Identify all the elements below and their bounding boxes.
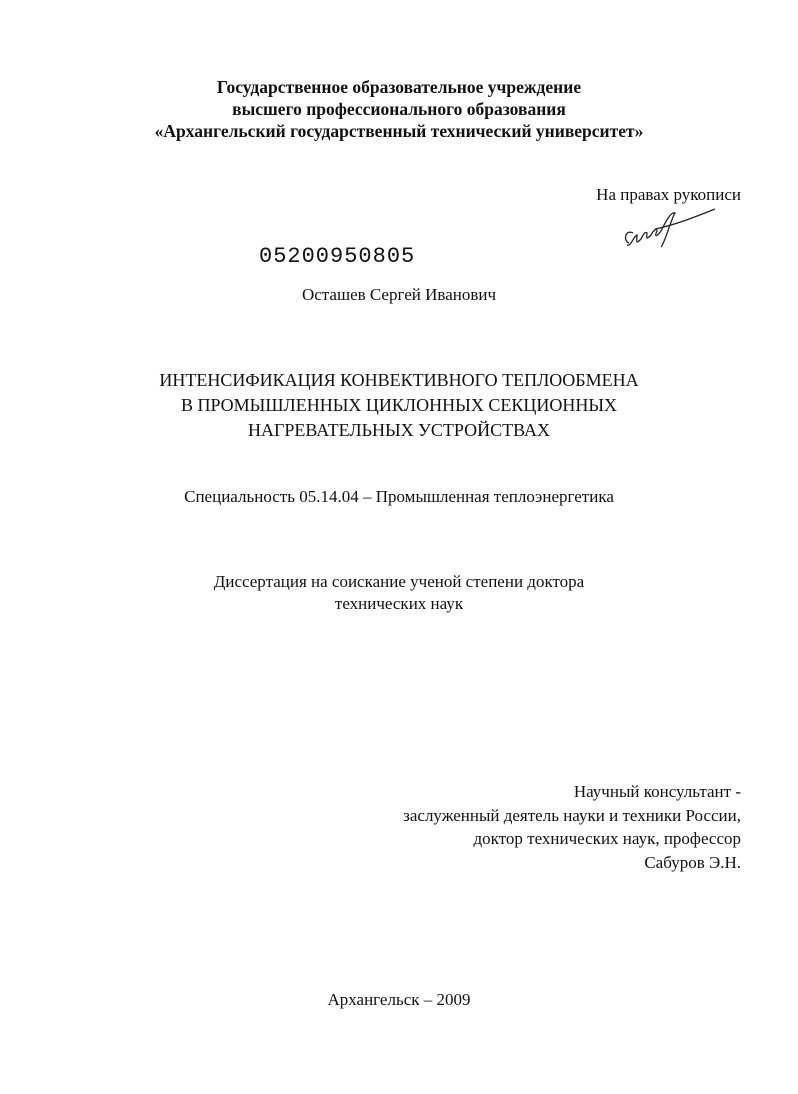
title-line: В ПРОМЫШЛЕННЫХ ЦИКЛОННЫХ СЕКЦИОННЫХ (180, 395, 618, 415)
title-line: ИНТЕНСИФИКАЦИЯ КОНВЕКТИВНОГО ТЕПЛООБМЕНА (159, 370, 639, 390)
scientific-consultant (403, 780, 741, 874)
degree-statement (0, 571, 798, 615)
registry-number: 05200950805 (259, 244, 416, 269)
consultant-line: доктор технических наук, профессор (473, 829, 741, 848)
specialty: Специальность 05.14.04 – Промышленная теплоэнергетика (184, 487, 614, 506)
institution-line: Государственное образовательное учреждение (216, 77, 582, 97)
consultant-line: заслуженный деятель науки и техники России, (403, 805, 741, 825)
dissertation-title (0, 368, 798, 443)
institution-line: «Архангельский государственный технический университет» (154, 121, 644, 141)
institution-header (0, 76, 798, 142)
author-name: Осташев Сергей Иванович (301, 285, 497, 304)
title-line: НАГРЕВАТЕЛЬНЫХ УСТРОЙСТВАХ (247, 420, 551, 440)
degree-line: Диссертация на соискание ученой степени доктора (213, 572, 585, 591)
degree-line: технических наук (334, 594, 464, 613)
consultant-line: Научный консультант - (573, 782, 741, 801)
manuscript-note: На правах рукописи (596, 185, 741, 204)
consultant-line: Сабуров Э.Н. (644, 852, 741, 872)
signature-image (615, 205, 725, 260)
institution-line: высшего профессионального образования (232, 99, 566, 119)
city-year: Архангельск – 2009 (327, 990, 471, 1009)
